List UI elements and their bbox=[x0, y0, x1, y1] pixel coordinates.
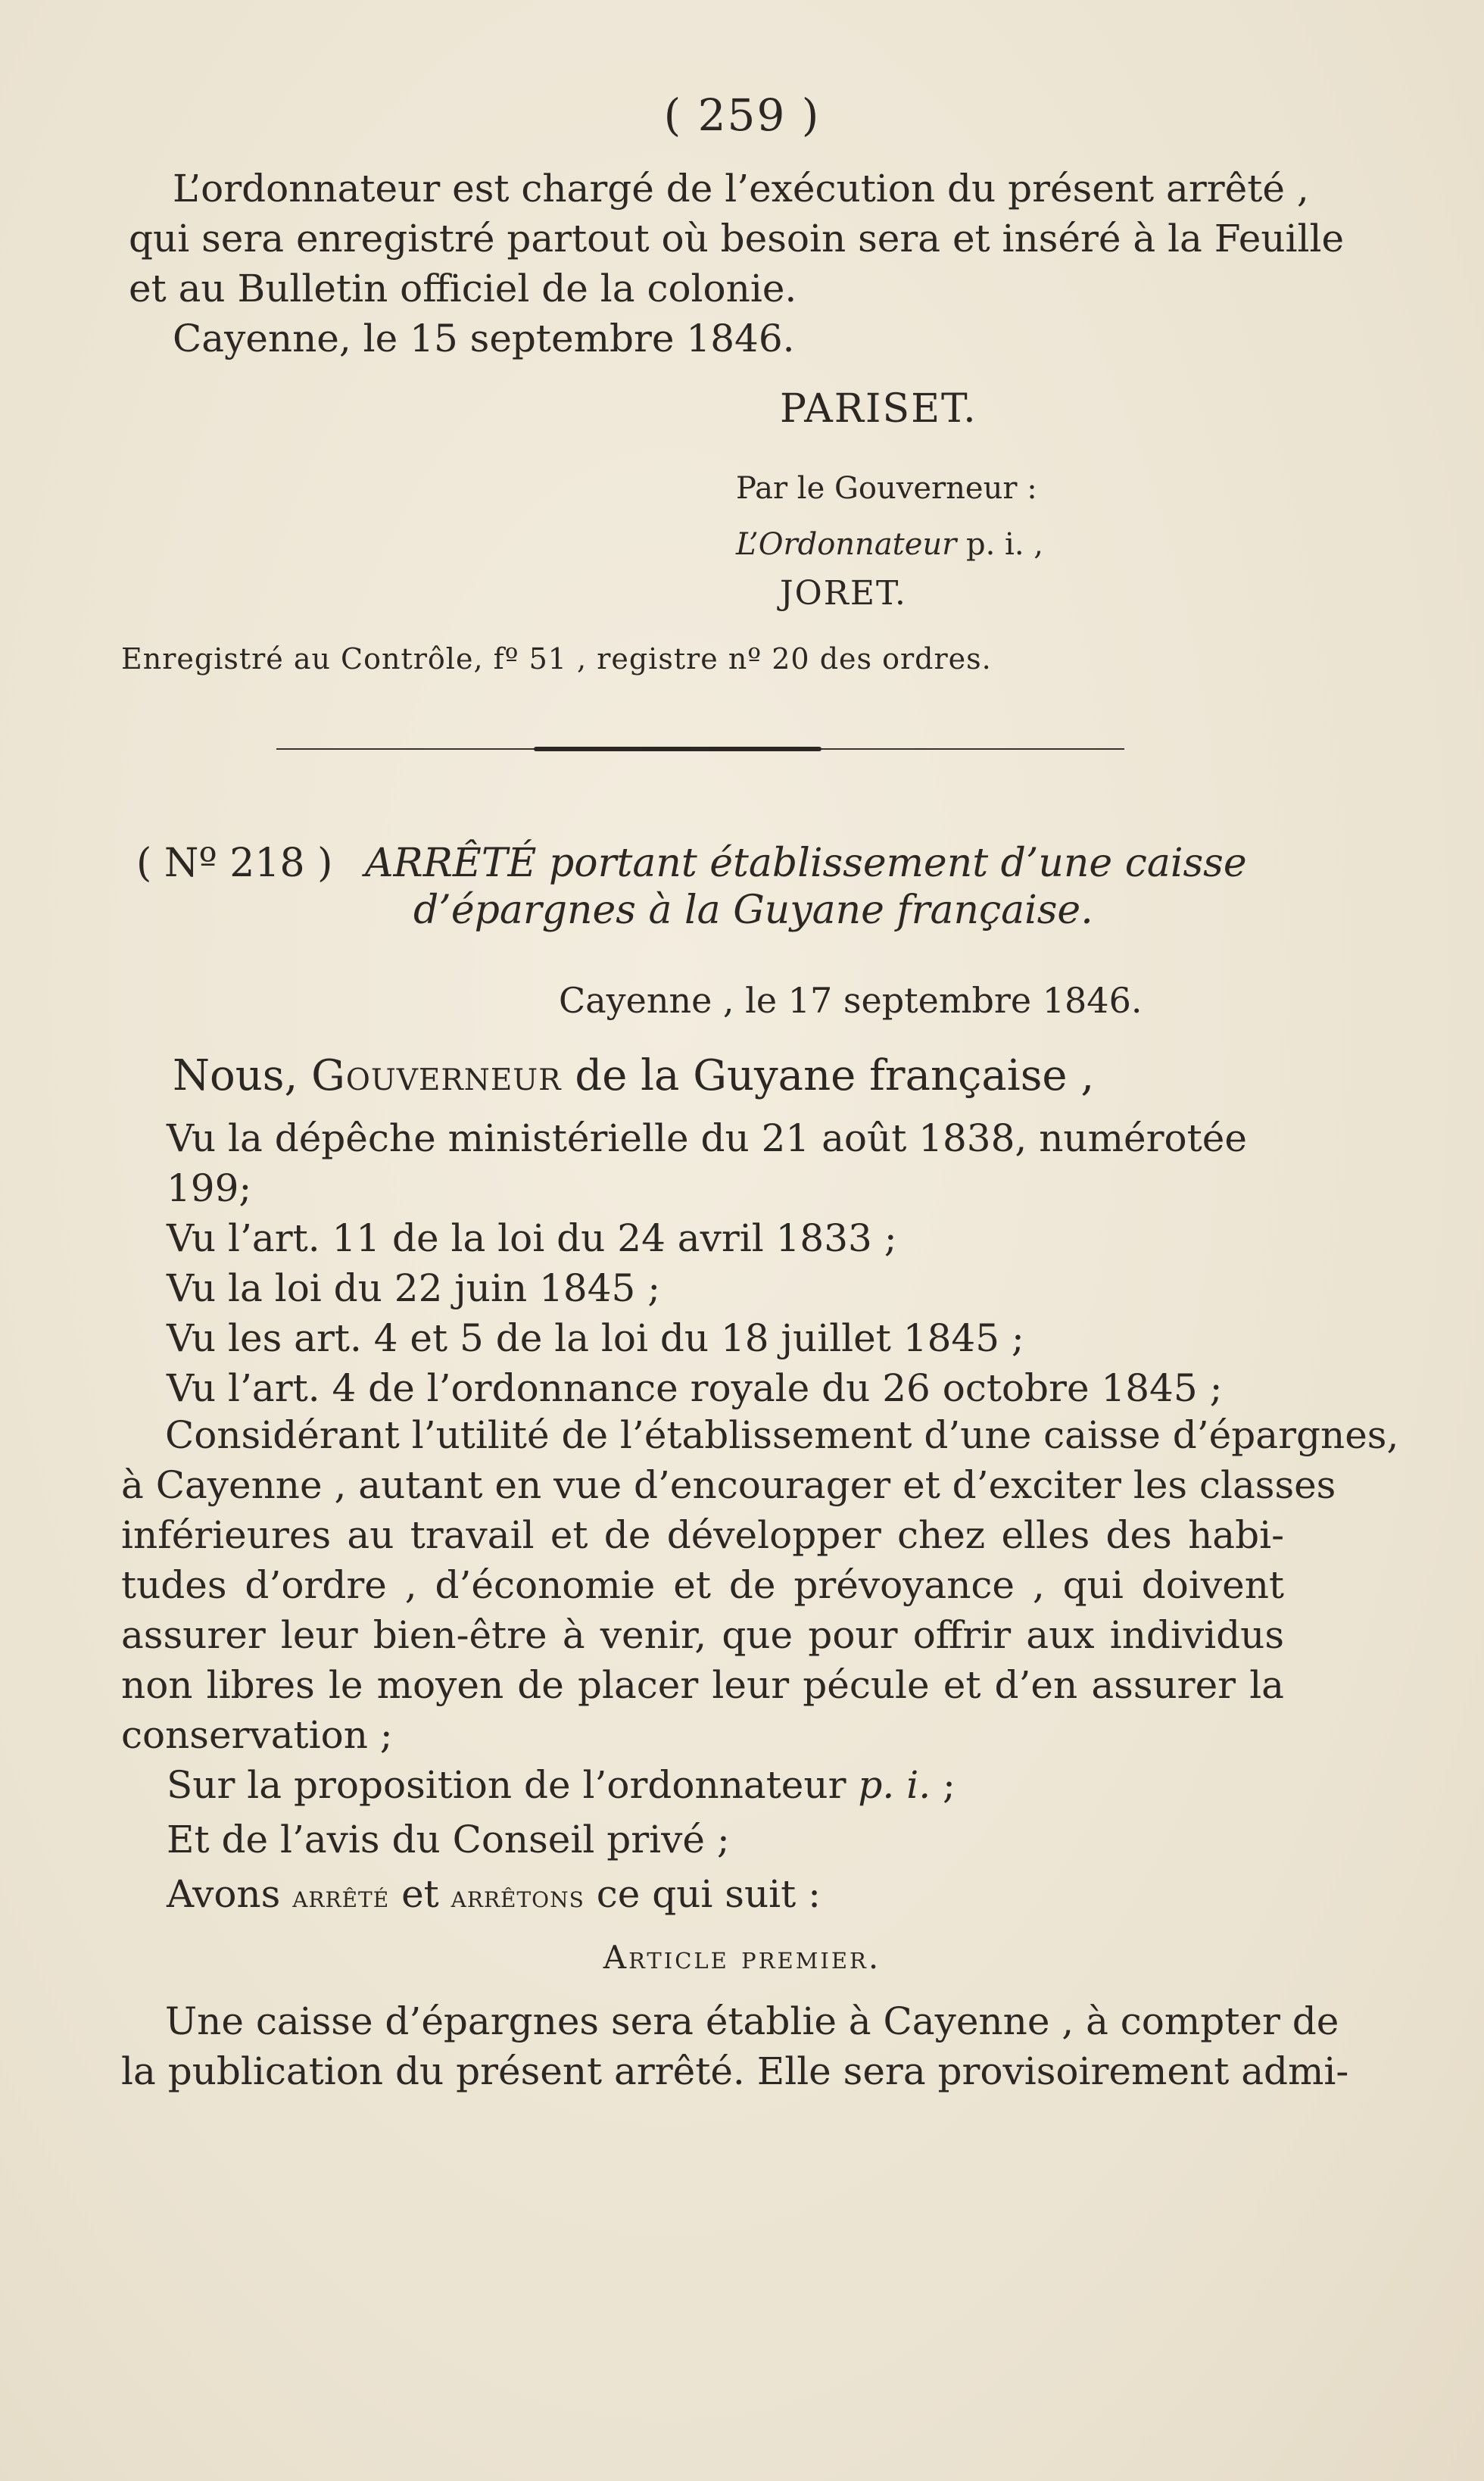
decree-title-line-1: ARRÊTÉ portant établissement d’une caisse bbox=[365, 841, 1247, 886]
article-paragraph bbox=[121, 1996, 1349, 2096]
ordonnateur-line bbox=[736, 527, 1043, 562]
paragraph-line: Une caisse d’épargnes sera établie à Cayenne , à compter de bbox=[165, 1999, 1339, 2043]
nous-gouverneur-line: Nous, Gouverneur de la Guyane française , bbox=[173, 1051, 1095, 1100]
vu-list bbox=[167, 1113, 1302, 1413]
nous-rest: de la Guyane française , bbox=[575, 1051, 1095, 1100]
considerant-paragraph bbox=[121, 1410, 1399, 1760]
decree-title-line-2: d’épargnes à la Guyane française. bbox=[413, 888, 1093, 933]
avons-et: et bbox=[401, 1872, 439, 1916]
avons-arretons: arrêtons bbox=[450, 1880, 585, 1915]
date-line: Cayenne, le 15 septembre 1846. bbox=[173, 317, 795, 360]
avons-prefix: Avons bbox=[167, 1872, 281, 1916]
ordonnateur-label: L’Ordonnateur bbox=[736, 527, 957, 562]
vu-line: Vu la dépêche ministérielle du 21 août 1838, numérotée 199; bbox=[167, 1116, 1247, 1210]
proposition-prefix: Sur la proposition de l’ordonnateur bbox=[167, 1763, 846, 1807]
section-divider bbox=[276, 747, 1124, 751]
ordonnateur-suffix: p. i. , bbox=[966, 527, 1043, 562]
vu-line: Vu l’art. 11 de la loi du 24 avril 1833 ; bbox=[167, 1216, 897, 1260]
paragraph-line: et au Bulletin officiel de la colonie. bbox=[129, 267, 797, 311]
signatory-pariset: PARISET. bbox=[780, 386, 977, 432]
avons-arrete: arrêté bbox=[292, 1880, 390, 1915]
top-paragraph bbox=[129, 164, 1345, 314]
page-number: ( 259 ) bbox=[663, 89, 821, 141]
vu-line: Vu l’art. 4 de l’ordonnance royale du 26 octobre 1845 ; bbox=[167, 1366, 1223, 1410]
paragraph-line: conservation ; bbox=[121, 1713, 393, 1757]
gouverneur-word: Gouverneur bbox=[311, 1051, 562, 1100]
paragraph-line: tudes d’ordre , d’économie et de prévoyance , qui doivent bbox=[121, 1563, 1284, 1607]
proposition-line bbox=[167, 1763, 956, 1807]
paragraph-line: qui sera enregistré partout où besoin sera et inséré à la Feuille bbox=[129, 217, 1345, 261]
paragraph-line: L’ordonnateur est chargé de l’exécution du présent arrêté , bbox=[173, 167, 1309, 211]
paragraph-line: non libres le moyen de placer leur pécule et d’en assurer la bbox=[121, 1663, 1284, 1707]
paragraph-line: la publication du présent arrêté. Elle sera provisoirement admi- bbox=[121, 2049, 1349, 2093]
proposition-suffix: ; bbox=[943, 1763, 956, 1807]
vu-line: Vu la loi du 22 juin 1845 ; bbox=[167, 1266, 661, 1310]
signatory-joret: JORET. bbox=[780, 574, 907, 613]
decree-number: ( Nº 218 ) bbox=[136, 841, 333, 886]
par-le-gouverneur: Par le Gouverneur : bbox=[736, 471, 1037, 506]
vu-line: Vu les art. 4 et 5 de la loi du 18 juillet 1845 ; bbox=[167, 1316, 1024, 1360]
article-heading: Article premier. bbox=[603, 1939, 881, 1976]
proposition-italic: p. i. bbox=[858, 1763, 931, 1807]
avons-line bbox=[167, 1872, 821, 1916]
divider-thick-rule bbox=[534, 747, 822, 751]
paragraph-line: Considérant l’utilité de l’établissement d’une caisse d’épargnes, bbox=[165, 1413, 1399, 1457]
registration-note: Enregistré au Contrôle, fº 51 , registre nº 20 des ordres. bbox=[121, 642, 992, 676]
avis-line: Et de l’avis du Conseil privé ; bbox=[167, 1818, 730, 1862]
avons-suffix: ce qui suit : bbox=[596, 1872, 821, 1916]
paragraph-line: assurer leur bien-être à venir, que pour offrir aux individus bbox=[121, 1613, 1284, 1657]
nous-word: Nous bbox=[173, 1051, 285, 1100]
decree-date: Cayenne , le 17 septembre 1846. bbox=[559, 980, 1143, 1021]
paragraph-line: à Cayenne , autant en vue d’encourager et d’exciter les classes bbox=[121, 1463, 1336, 1507]
paragraph-line: inférieures au travail et de développer chez elles des habi- bbox=[121, 1513, 1284, 1557]
